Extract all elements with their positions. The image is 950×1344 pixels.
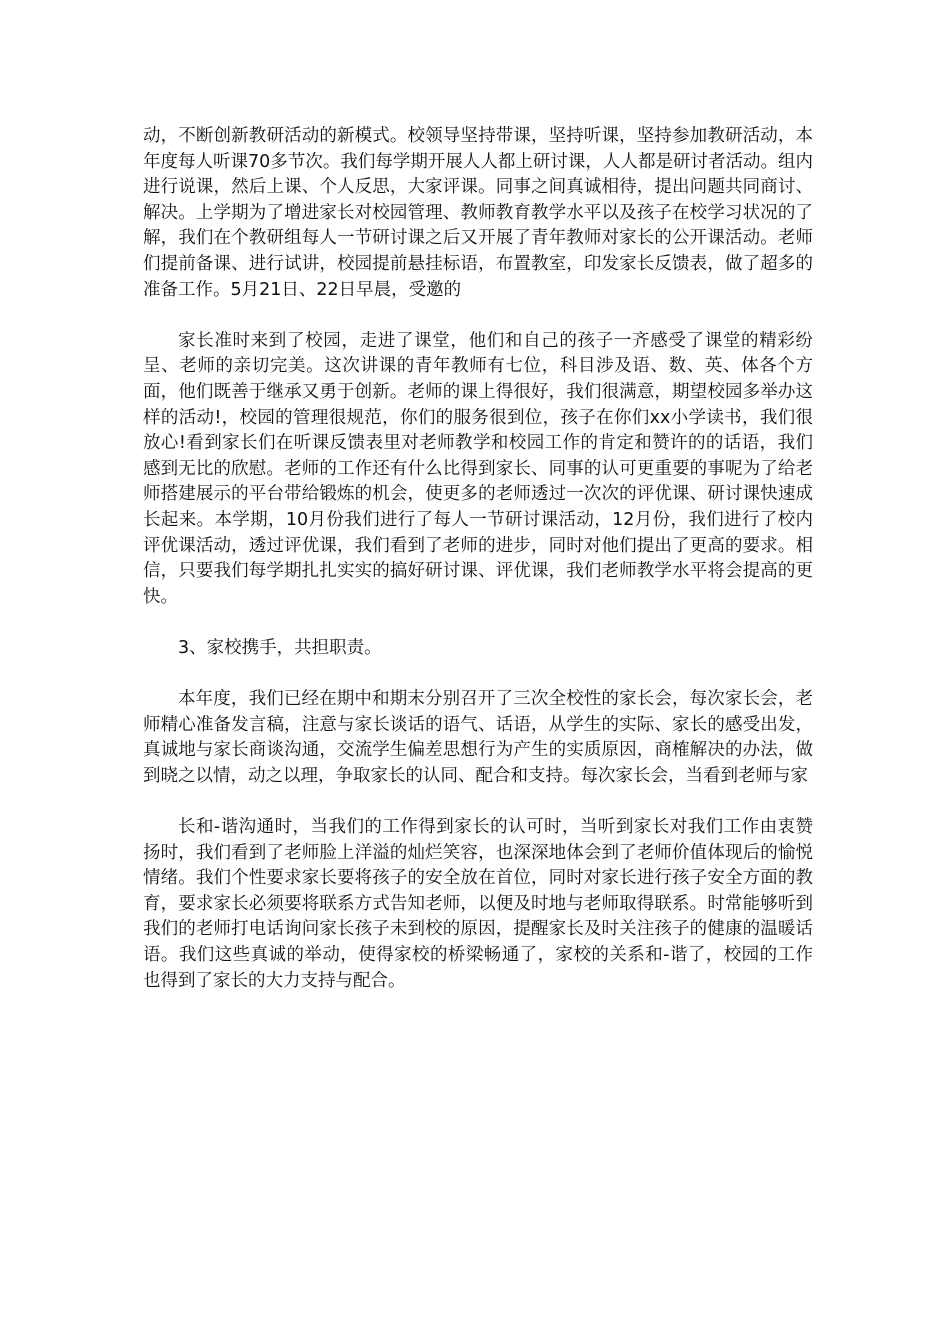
paragraph-parents-visit: 家长准时来到了校园，走进了课堂，他们和自己的孩子一齐感受了课堂的精彩纷呈、老师的亲切完美。这次讲课的青年教师有七位，科目涉及语、数、英、体各个方面，他们既善于继承又勇于创新。老师的课上得很好，我们很满意，期望校园多举办这样的活动!，校园的管理很规范，你们的服务很到位，孩子在你们xx小学读书，我们很放心!看到家长们在听课反馈表里对老师教学和校园工作的肯定和赞许的的话语，我们感到无比的欣慰。老师的工作还有什么比得到家长、同事的认可更重要的事呢为了给老师搭建展示的平台带给锻炼的机会，使更多的老师透过一次次的评优课、研讨课快速成长起来。本学期，10月份我们进行了每人一节研讨课活动，12月份，我们进行了校内评优课活动，透过评优课，我们看到了老师的进步，同时对他们提出了更高的要求。相信，只要我们每学期扎扎实实的搞好研讨课、评优课，我们老师教学水平将会提高的更快。 <box>143 330 813 607</box>
section-heading-home-school: 3、家校携手，共担职责。 <box>178 637 382 658</box>
paragraph-parent-meetings: 本年度，我们已经在期中和期末分别召开了三次全校性的家长会，每次家长会，老师精心准备发言稿，注意与家长谈话的语气、话语，从学生的实际、家长的感受出发，真诚地与家长商谈沟通，交流学生偏差思想行为产生的实质原因，商榷解决的办法，做到晓之以情，动之以理，争取家长的认同、配合和支持。每次家长会，当看到老师与家 <box>143 689 813 786</box>
paragraph-communication: 长和-谐沟通时，当我们的工作得到家长的认可时，当听到家长对我们工作由衷赞扬时，我们看到了老师脸上洋溢的灿烂笑容，也深深地体会到了老师价值体现后的愉悦情绪。我们个性要求家长要将孩子的安全放在首位，同时对家长进行孩子安全方面的教育，要求家长必须要将联系方式告知老师，以便及时地与老师取得联系。时常能够听到我们的老师打电话询问家长孩子未到校的原因，提醒家长及时关注孩子的健康的温暖话语。我们这些真诚的举动，使得家校的桥梁畅通了，家校的关系和-谐了，校园的工作也得到了家长的大力支持与配合。 <box>143 817 813 991</box>
paragraph-teaching-research: 动，不断创新教研活动的新模式。校领导坚持带课，坚持听课，坚持参加教研活动，本年度每人听课70多节次。我们每学期开展人人都上研讨课，人人都是研讨者活动。组内进行说课，然后上课、个人反思，大家评课。同事之间真诚相待，提出问题共同商讨、解决。上学期为了增进家长对校园管理、教师教育教学水平以及孩子在校学习状况的了解，我们在个教研组每人一节研讨课之后又开展了青年教师对家长的公开课活动。老师们提前备课、进行试讲，校园提前悬挂标语，布置教室，印发家长反馈表，做了超多的准备工作。5月21日、22日早晨，受邀的 <box>143 126 813 300</box>
document-page <box>143 124 813 1020</box>
